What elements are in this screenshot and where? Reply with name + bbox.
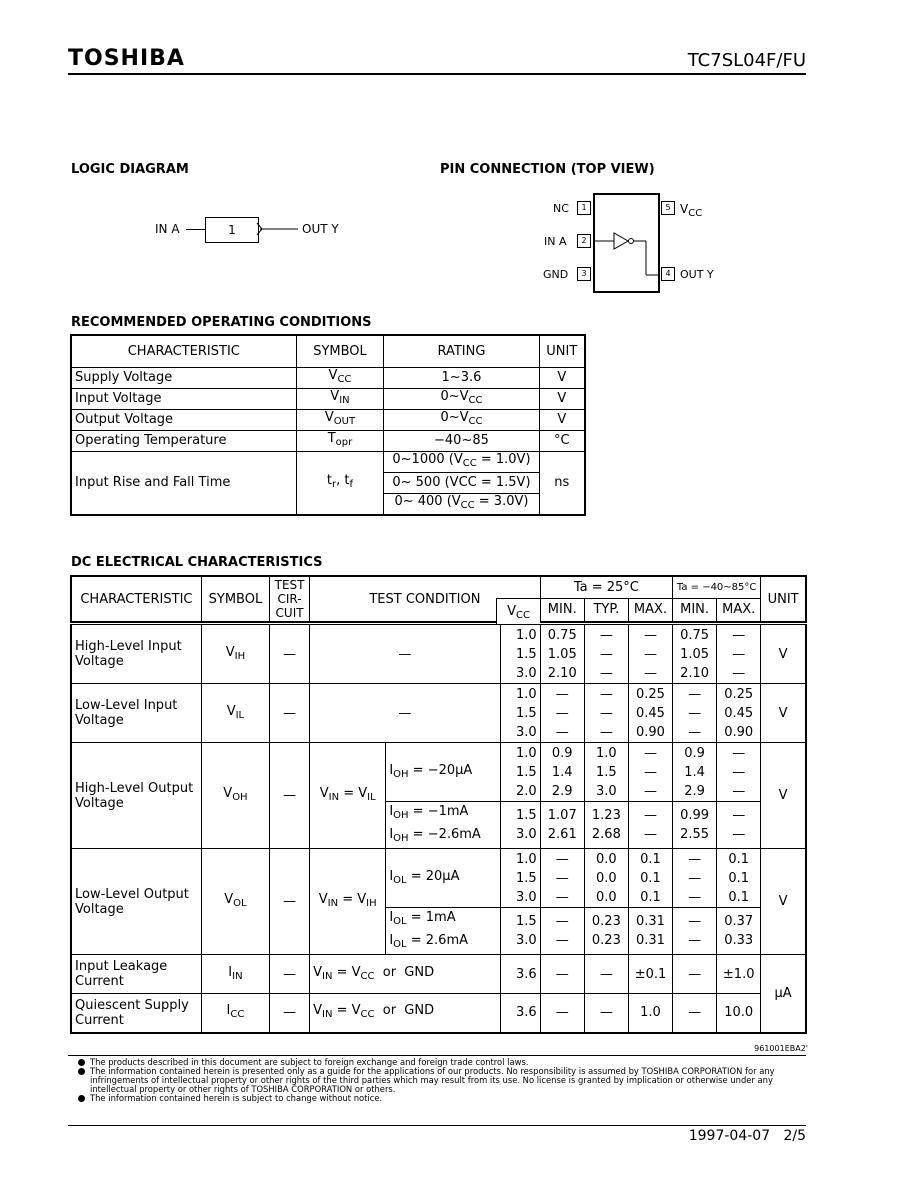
dc-max-col: — — [628, 802, 672, 849]
roc-rating: $0\sim V_{CC}$ [384, 409, 539, 430]
dc-char-iin: Input Leakage Current [71, 955, 201, 994]
roc-char: Input Voltage [71, 388, 296, 409]
dc-typ-col: 1.23 2.68 [584, 802, 628, 849]
dc-max2-col: 0.25 0.45 0.90 [717, 684, 761, 743]
dc-condition: $V_{IN} = V_{CC}$ or GND [310, 955, 501, 994]
dc-condition: — [310, 684, 501, 743]
dc-vcc: 3.6 [500, 994, 540, 1033]
dc-sym-vil: $V_{IL}$ [201, 684, 269, 743]
roc-header-unit: UNIT [539, 335, 585, 367]
roc-char: Operating Temperature [71, 430, 296, 451]
logic-gate-box: 1 [205, 217, 259, 243]
notes-rule [68, 1055, 806, 1056]
header-rule [68, 73, 806, 75]
inverter-symbol [580, 193, 670, 293]
roc-title: RECOMMENDED OPERATING CONDITIONS [71, 315, 372, 330]
dc-header-typ: TYP. [584, 598, 628, 622]
dc-unit: V [761, 849, 806, 955]
logic-input-wire [186, 229, 206, 230]
logic-input-label: IN A [155, 222, 180, 236]
dc-min2-col: 0.99 2.55 [673, 802, 717, 849]
dc-max2: ±1.0 [717, 955, 761, 994]
dc-max2-col: 0.37 0.33 [717, 908, 761, 955]
roc-char: Supply Voltage [71, 367, 296, 388]
note-item: The information contained herein is subject to change without notice. [76, 1094, 796, 1103]
dc-unit: V [761, 684, 806, 743]
dc-vcc-col: 1.0 1.5 3.0 [500, 625, 540, 684]
dc-body-table [70, 624, 807, 1034]
roc-symbol: $V_{OUT}$ [296, 409, 384, 430]
dc-min-col: — — — [540, 684, 584, 743]
pin-number-2: 2 [577, 234, 591, 248]
dc-typ-col: 0.23 0.23 [584, 908, 628, 955]
logic-output-wire [256, 222, 298, 236]
roc-symbol: $t_r$, $t_f$ [296, 451, 384, 515]
dc-table [70, 575, 807, 623]
dc-vcc-col: 1.0 1.5 3.0 [500, 684, 540, 743]
table-row [71, 849, 806, 908]
dc-sym-voh: $V_{OH}$ [201, 743, 269, 849]
dc-min2: — [673, 955, 717, 994]
brand-logo: TOSHIBA [68, 46, 185, 71]
dc-header-max: MAX. [628, 598, 672, 622]
dc-header-test-condition: TEST CONDITION [310, 576, 541, 622]
dc-sym-iin: $I_{IN}$ [201, 955, 269, 994]
dc-header-min: MIN. [540, 598, 584, 622]
pin-number-5: 5 [661, 201, 675, 215]
table-row [71, 409, 585, 430]
roc-header-rating: RATING [384, 335, 539, 367]
roc-char: Input Rise and Fall Time [71, 451, 296, 515]
dc-min-col: — — — [540, 849, 584, 908]
table-row [71, 955, 806, 994]
dc-max-col: 0.31 0.31 [628, 908, 672, 955]
dc-sym-vih: $V_{IH}$ [201, 625, 269, 684]
dc-min2-col: — — — [673, 684, 717, 743]
dc-circuit: — [270, 849, 310, 955]
dc-sym-icc: $I_{CC}$ [201, 994, 269, 1033]
dc-header-test-circuit: TEST CIR- CUIT [270, 576, 310, 622]
note-item: The products described in this document are subject to foreign exchange and foreign trade control laws. [76, 1058, 796, 1067]
dc-max-col: — — — [628, 625, 672, 684]
dc-circuit: — [270, 955, 310, 994]
dc-min-col: — — [540, 908, 584, 955]
table-row [71, 743, 806, 802]
dc-max-col: 0.1 0.1 0.1 [628, 849, 672, 908]
dc-header-max2: MAX. [717, 598, 761, 622]
table-row [71, 625, 806, 684]
dc-unit: μA [761, 955, 806, 1033]
notes-block [76, 1058, 796, 1103]
roc-rating: 1~3.6 [384, 367, 539, 388]
dc-vcc: 3.6 [500, 955, 540, 994]
dc-header-symbol: SYMBOL [201, 576, 269, 622]
logic-output-label: OUT Y [302, 222, 339, 236]
dc-header-unit: UNIT [761, 576, 806, 622]
roc-unit: °C [539, 430, 585, 451]
footer-rule [68, 1125, 806, 1126]
dc-max2-col: — — [717, 802, 761, 849]
dc-char-vih: High-Level Input Voltage [71, 625, 201, 684]
table-row [71, 684, 806, 743]
dc-min-col: 0.75 1.05 2.10 [540, 625, 584, 684]
dc-min2-col: 0.9 1.4 2.9 [673, 743, 717, 802]
roc-symbol: $V_{CC}$ [296, 367, 384, 388]
pin-label-vcc: $V_{CC}$ [680, 202, 703, 219]
dc-condition: $V_{IN} = V_{CC}$ or GND [310, 994, 501, 1033]
dc-circuit: — [270, 743, 310, 849]
dc-max: 1.0 [628, 994, 672, 1033]
dc-typ: — [584, 994, 628, 1033]
dc-header-min2: MIN. [673, 598, 717, 622]
dc-typ-col: 1.0 1.5 3.0 [584, 743, 628, 802]
dc-circuit: — [270, 994, 310, 1033]
pin-number-3: 3 [577, 267, 591, 281]
dc-circuit: — [270, 625, 310, 684]
dc-min: — [540, 955, 584, 994]
dc-unit: V [761, 743, 806, 849]
pin-label-gnd: GND [543, 268, 569, 281]
roc-symbol: $T_{opr}$ [296, 430, 384, 451]
dc-char-vol: Low-Level Output Voltage [71, 849, 201, 955]
dc-header-ta85: Ta = −40~85°C [673, 576, 761, 598]
pin-label-out-y: OUT Y [680, 268, 714, 281]
roc-symbol: $V_{IN}$ [296, 388, 384, 409]
pin-label-in-a: IN A [544, 235, 567, 248]
roc-unit: ns [539, 451, 585, 515]
dc-min2-col: — — — [673, 849, 717, 908]
dc-min2-col: 0.75 1.05 2.10 [673, 625, 717, 684]
dc-condition-vin: $V_{IN} = V_{IH}$ [310, 849, 386, 955]
dc-header-vcc: $V_{CC}$ [496, 598, 540, 624]
dc-vcc-col: 1.5 3.0 [500, 802, 540, 849]
dc-condition-vin: $V_{IN} = V_{IL}$ [310, 743, 386, 849]
dc-char-voh: High-Level Output Voltage [71, 743, 201, 849]
dc-max2-col: — — — [717, 625, 761, 684]
dc-condition-io: $I_{OL} = 1mA$ $I_{OL} = 2.6mA$ [386, 908, 500, 955]
dc-min: — [540, 994, 584, 1033]
table-row [71, 994, 806, 1033]
roc-unit: V [539, 367, 585, 388]
table-row [71, 388, 585, 409]
dc-condition-io: $I_{OH} = -1mA$ $I_{OH} = -2.6mA$ [386, 802, 500, 849]
roc-unit: V [539, 409, 585, 430]
document-id: 961001EBA2' [754, 1044, 808, 1053]
roc-header-characteristic: CHARACTERISTIC [71, 335, 296, 367]
roc-header-symbol: SYMBOL [296, 335, 384, 367]
dc-max2-col: — — — [717, 743, 761, 802]
dc-max-col: 0.25 0.45 0.90 [628, 684, 672, 743]
roc-rating: 0~1000 $(V_{CC} = 1.0V)$ [384, 451, 539, 472]
dc-min-col: 0.9 1.4 2.9 [540, 743, 584, 802]
dc-typ: — [584, 955, 628, 994]
roc-rating: −40~85 [384, 430, 539, 451]
dc-title: DC ELECTRICAL CHARACTERISTICS [71, 555, 323, 570]
dc-condition-io: $I_{OL} = 20\mu A$ [386, 849, 500, 908]
pin-number-4: 4 [661, 267, 675, 281]
dc-typ-col: 0.0 0.0 0.0 [584, 849, 628, 908]
roc-rating: $0\sim V_{CC}$ [384, 388, 539, 409]
table-row [71, 451, 585, 472]
dc-min2: — [673, 994, 717, 1033]
dc-min2-col: — — [673, 908, 717, 955]
table-row [71, 367, 585, 388]
note-item: The information contained herein is presented only as a guide for the applications of our products. No responsibility is assumed by TOSHIBA CORPORATION for any infringements of intellectual property or other rights of the third parties which may result from its use. No license is granted by implication or otherwise under any intellectual property or other rights of TOSHIBA CORPORATION or others. [76, 1067, 796, 1094]
dc-condition-io: $I_{OH} = -20\mu A$ [386, 743, 500, 802]
dc-sym-vol: $V_{OL}$ [201, 849, 269, 955]
roc-rating: 0~ 400 $(V_{CC} = 3.0V)$ [384, 493, 539, 515]
table-row [71, 430, 585, 451]
dc-vcc-col: 1.0 1.5 3.0 [500, 849, 540, 908]
roc-table [70, 334, 586, 516]
dc-header-ta25: Ta = 25°C [540, 576, 672, 598]
dc-circuit: — [270, 684, 310, 743]
dc-max2: 10.0 [717, 994, 761, 1033]
dc-max2-col: 0.1 0.1 0.1 [717, 849, 761, 908]
dc-char-icc: Quiescent Supply Current [71, 994, 201, 1033]
dc-max-col: — — — [628, 743, 672, 802]
dc-char-vil: Low-Level Input Voltage [71, 684, 201, 743]
logic-diagram-title: LOGIC DIAGRAM [71, 162, 189, 177]
dc-max: ±0.1 [628, 955, 672, 994]
footer-date-page: 1997-04-07 2/5 [688, 1128, 806, 1144]
dc-vcc-col: 1.0 1.5 2.0 [500, 743, 540, 802]
pin-label-nc: NC [553, 202, 569, 215]
part-number: TC7SL04F/FU [687, 50, 806, 71]
roc-unit: V [539, 388, 585, 409]
dc-header-characteristic: CHARACTERISTIC [71, 576, 201, 622]
dc-min-col: 1.07 2.61 [540, 802, 584, 849]
dc-condition: — [310, 625, 501, 684]
dc-typ-col: — — — [584, 684, 628, 743]
pin-connection-title: PIN CONNECTION (TOP VIEW) [440, 162, 655, 177]
dc-vcc-col: 1.5 3.0 [500, 908, 540, 955]
dc-typ-col: — — — [584, 625, 628, 684]
pin-number-1: 1 [577, 201, 591, 215]
roc-rating: 0~ 500 (VCC = 1.5V) [384, 472, 539, 493]
roc-char: Output Voltage [71, 409, 296, 430]
dc-unit: V [761, 625, 806, 684]
